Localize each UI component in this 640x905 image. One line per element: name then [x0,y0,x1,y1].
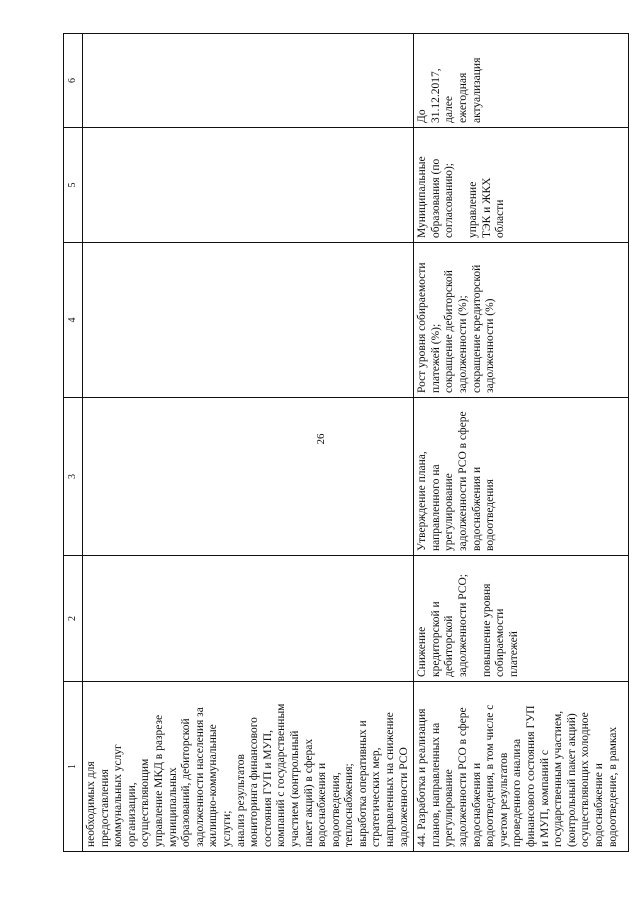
text-line: водоснабжения и [470,762,483,847]
cell-measure-continued [83,682,414,852]
text-line: ежегодная [457,72,470,123]
header-row [64,34,83,852]
text-line: сокращение дебиторской [443,270,456,393]
header-cell-4: 4 [64,243,83,398]
text-line: задолженности РСО; [457,574,470,677]
header-cell-6: 6 [64,34,83,128]
text-line: государственным участием, [552,710,565,847]
text-line: предоставления [98,769,111,847]
text-line: состояния ГУП и МУП, [261,730,274,847]
text-line: До [416,109,429,123]
cell-empty-3 [83,398,414,556]
cell-responsible [414,128,629,243]
cell-empty-6 [83,34,414,128]
text-line: учетом результатов [497,752,510,847]
header-cell-5: 5 [64,128,83,243]
text-line: услуги; [220,810,233,847]
text-line: компаний с государственным [275,703,288,847]
cell-expected-result [414,556,629,682]
text-line: образований, дебиторской [180,718,193,847]
text-line: стратегических мер, [370,747,383,847]
text-line: организации, [125,782,138,847]
text-line: 31.12.2017, [429,68,442,123]
text-line: водоснабжения и [316,762,329,847]
text-line: актуализация [470,57,483,123]
text-line: управление МКД в разрезе [152,714,165,847]
text-line: водоотведение, в рамках [606,726,619,847]
text-line: платежей (%); [429,323,442,393]
text-line: (контрольный пакет акций) [565,713,578,847]
text-line: согласованию); [443,163,456,238]
text-line: дебиторской [443,615,456,677]
text-line: Снижение кредиторской и [416,601,442,677]
text-line: повышение уровня [480,583,493,677]
text-line: Рост уровня собираемости [416,262,429,393]
cell-empty-4 [83,243,414,398]
text-line: водоотведения, [329,772,342,847]
text-line: планов, направленных на [429,722,442,847]
page-number: 26 [315,433,327,445]
text-line: финансового состояния ГУП [525,705,537,847]
text-line: водоотведения [484,479,497,551]
text-line: муниципальных [166,767,179,847]
cell-deadline [414,34,629,128]
table-row-continued [83,34,414,852]
text-line: участием (контрольный [288,730,301,847]
text-line: далее [443,95,456,123]
cell-indicators [414,243,629,398]
table-row-44 [414,34,629,852]
text-line: проведенного анализа [511,738,524,847]
text-line: задолженности РСО в сфере [457,707,470,847]
text-line: жилищно-коммунальные [207,724,220,847]
text-line: водоснабжение и [592,763,605,847]
text-line: направленного на [429,464,442,551]
text-line: урегулирование [443,769,456,847]
text-line: коммунальных услуг [112,744,125,847]
text-line: задолженности РСО [397,747,410,847]
text-line: пакет акций) в сферах [302,738,315,847]
text-line: сокращение кредиторской [470,264,483,393]
text-line: и МУП, компаний с [538,750,551,847]
measures-table [63,33,629,852]
cell-measure-44 [414,682,629,852]
header-cell-3: 3 [64,398,83,556]
rotated-table-wrapper [63,34,619,852]
text-line: задолженности (%); [457,295,470,393]
text-line: направленных на снижение [384,712,397,847]
text-line: Утверждение плана, [416,451,429,551]
cell-empty-2 [83,556,414,682]
text-line: выработка оперативных и [356,720,369,847]
text-line: анализ результатов [234,754,247,847]
text-line: управление [467,181,480,238]
cell-output [414,398,629,556]
text-line: урегулирование [443,473,456,551]
text-line: водоотведения, в том числе с [484,704,497,847]
text-line: теплоснабжения; [343,763,356,847]
text-line: мониторинга финансового [248,717,261,847]
text-line: задолженности (%) [484,298,497,393]
text-line: Муниципальные [416,156,429,238]
text-line: ТЭК и ЖКХ [480,177,493,238]
cell-empty-5 [83,128,414,243]
text-line: образования (по [429,158,442,238]
text-line: осуществляющим [139,758,152,847]
text-line: собираемости платежей [494,608,520,677]
text-line: области [494,199,507,238]
text-line: водоснабжения и [470,466,483,551]
text-line: задолженности населения за [193,707,206,847]
header-cell-2: 2 [64,556,83,682]
header-cell-1: 1 [64,682,83,852]
text-line: необходимых для [85,761,97,847]
text-line: 44. Разработка и реализация [416,708,429,847]
text-line: задолженности РСО в сфере [457,411,470,551]
text-line: осуществляющих холодное [579,712,592,847]
